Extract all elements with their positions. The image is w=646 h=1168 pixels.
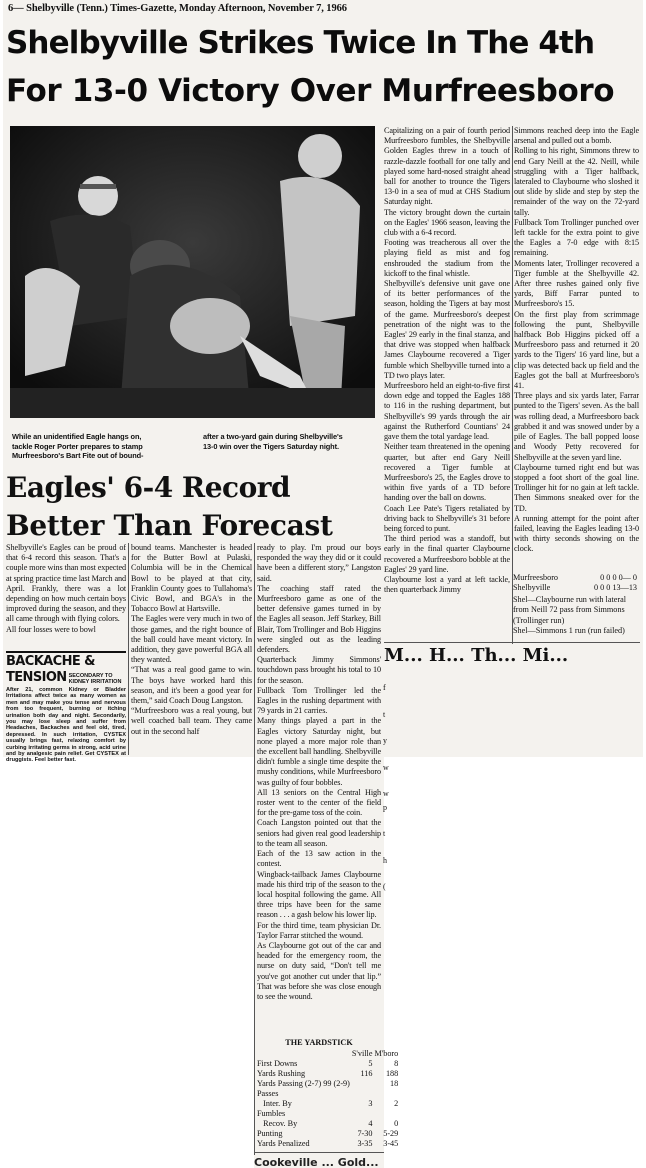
stat-value (350, 1079, 373, 1089)
stat-value: 3-35 (357, 1139, 373, 1148)
main-headline-line-1: Shelbyville Strikes Twice In The 4th (6, 25, 595, 61)
column-header: M'boro (374, 1049, 399, 1058)
yardstick-row (257, 1089, 398, 1099)
score-row-shelbyville (513, 583, 637, 593)
stat-label: Yards Rushing (257, 1069, 306, 1078)
stat-value: 0 (394, 1119, 399, 1128)
stat-label: Passes (257, 1089, 279, 1098)
stat-value (350, 1089, 373, 1099)
ad-title-line-1: BACKACHE & (6, 654, 95, 669)
yardstick-row (257, 1079, 398, 1089)
story2-headline-line-2: Better Than Forecast (6, 509, 333, 542)
stat-value: 5-29 (383, 1129, 399, 1138)
stat-label: Inter. By (257, 1099, 292, 1108)
stat-value: 5 (368, 1059, 373, 1068)
yardstick-box (257, 1036, 399, 1149)
yardstick-row (257, 1139, 398, 1149)
story2-column-1: Shelbyville's Eagles can be proud of that 6-4 record this season. That's a couple more wins than most expected at spring practice time last March and April. Frankly, there was a lot depending on how much certain boys improved during the season, and they all came through with flying colors. All four losses were to bowl (6, 543, 126, 634)
scoring-summary: Shel—Claybourne run with lateral from Neill 72 pass from Simmons (Trollinger run) Shel—Simmons 1 run (run failed) (513, 594, 627, 636)
stat-value: 188 (385, 1069, 399, 1078)
column-rule (254, 543, 255, 1155)
photo-caption-left: While an unidentified Eagle hangs on, tackle Roger Porter prepares to stamp Murfreesboro's Bart Fite out of bound- (12, 432, 144, 461)
ad-tagline: SECONDARY TO KIDNEY IRRITATION (68, 673, 122, 685)
yardstick-row (257, 1099, 398, 1109)
stat-label: Yards Passing (2-7) 99 (2-9) (257, 1079, 350, 1088)
quarter-scores: 0 0 0 0— 0 (600, 573, 637, 582)
stat-value: 116 (360, 1069, 373, 1078)
yardstick-row (257, 1059, 398, 1069)
story2-headline-line-1: Eagles' 6-4 Record (6, 471, 291, 504)
stat-label: Recov. By (257, 1119, 298, 1128)
cropped-column-fragments: f t y w w p t h ( (383, 683, 389, 892)
team-name: Murfreesboro (513, 573, 559, 582)
yardstick-row (257, 1109, 398, 1119)
stat-label: First Downs (257, 1059, 298, 1068)
yardstick-title: THE YARDSTICK (285, 1038, 353, 1047)
stat-value: 2 (394, 1099, 399, 1108)
yardstick-row (257, 1069, 398, 1079)
stat-value (350, 1109, 373, 1119)
stat-label: Yards Penalized (257, 1139, 310, 1148)
section-rule (384, 642, 640, 643)
story2-column-2: bound teams. Manchester is headed for the Butter Bowl at Pulaski, Columbia will be in the Chemical Bowl to be played at that city, Franklin County goes to Tullahoma's Civic Bowl, and BGA's in the Tobacco Bowl at Hartsville. The Eagles were very much in two of those games, and the right bounce of the ball could have meant victory. In addition, they gave powerful BGA all they wanted. “That was a real good game to win. The boys have worked hard this season, and it's been a good year for them,” said Coach Doug Langston. “Murfreesboro was a real young, but well coached ball team. They came out in the second half (131, 543, 252, 736)
section-rule (254, 1152, 384, 1153)
ad-body-text: After 21, common Kidney or Bladder Irritations affect twice as many women as men and may make you tense and nervous from too frequent, burning or itching urination both day and night. Secondarily, you may lose sleep and suffer from Headaches, Backaches and feel old, tired, depressed. In such irritation, CYSTEX usually brings fast, relaxing comfort by curbing irritating germs in strong, acid urine and by analgesic pain relief. Get CYSTEX at druggists. Feel better fast. (6, 687, 126, 764)
cystex-advertisement (6, 651, 126, 764)
football-photo (10, 126, 375, 418)
story2-column-3: ready to play. I'm proud our boys responded the way they did or it could have been a different story,” Langston said. The coaching staff rated the Murfreesboro game as one of the better defensive games turned in by the Eagles all season. Jeff Starkey, Bill Blair, Tom Trollinger and Bob Higgins were singled out as the leading defenders. Quarterback Jimmy Simmons' touchdown pass brought his total to 10 for the season. Fullback Tom Trollinger led the Eagles in the rushing department with 79 yards in 21 carries. Many things played a part in the Eagles victory Saturday night, but none played a more major role than the excellent ball handling. Shelbyville didn't fumble a single time despite the mushy conditions, while Murfreesboro was guilty of four bobbles. All 13 seniors on the Central High roster went to the center of the field for the pre-game toss of the coin. Coach Langston pointed out that the seniors had given real good leadership to the team all season. Each of the 13 saw action in the contest. Wingback-tailback James Claybourne made his third trip of the season to the local hospital following the game. All three trips have been for the same reason . . . a gash below his lower lip. For the third time, team physician Dr. Taylor Farrar stitched the wound. As Claybourne got out of the car and headed for the emergency room, the nurse on duty said, “Don't tell me you've got another cut under that lip.” That was before she was close enough to see the wound. (257, 543, 381, 1001)
ad-title-row (6, 669, 126, 685)
story1-column-1: Capitalizing on a pair of fourth period Murfreesboro fumbles, the Shelbyville Golden Eagles threw in a touch of razzle-dazzle football for one tally and played some hard-nosed straight ahead ball for another to trounce the Tigers 13-0 in a sea of mud at CHS Stadium Saturday night. The victory brought down the curtain on the Eagles' 1966 season, leaving the club with a 6-4 record. Footing was treacherous all over the playing field as mist and fog enshrouded the stadium from the kickoff to the final whistle. Shelbyville's defensive unit gave one of its better performances of the season, holding the Tigers at bay most of the game. Murfreesboro's deepest penetration of the night was to the Eagles' 29 early in the final stanza, and that drive was stopped when halfback James Claybourne recovered a Tiger fumble which Shelbyville turned into a TD two plays later. Murfreesboro held an eight-to-five first down edge and topped the Eagles 188 to 116 in the rushing department, but Shelbyville's 99 yards through the air against the Rutherford Countians' 24 gave them the total yardage lead. Neither team threatened in the opening quarter, but after end Gary Neill recovered a Tiger fumble at Murfreesboro's 25, the Eagles drove to within five yards of a TD before handing over the ball on downs. Coach Lee Pate's Tigers retaliated by driving back to Shelbyville's 31 before being forced to punt. The third period was a standoff, but early in the final quarter Claybourne recovered a Murfreesboro bobble at the Eagles' 29 yard line. Claybourne lost a yard at left tackle, then quarterback Jimmy (384, 126, 510, 595)
page-folio: 6— Shelbyville (Tenn.) Times-Gazette, Monday Afternoon, November 7, 1966 (8, 3, 347, 14)
yardstick-row (257, 1119, 398, 1129)
photo-caption-right: after a two-yard gain during Shelbyville's 13-0 win over the Tigers Saturday night. (203, 432, 343, 451)
team-name: Shelbyville (513, 583, 551, 593)
next-story-headline-partial: M... H... Th... Mi... (384, 645, 569, 666)
column-rule (128, 543, 129, 755)
ad-title-line-2: TENSION (6, 670, 67, 685)
yardstick-row (257, 1129, 398, 1139)
story1-column-2: Simmons reached deep into the Eagle arsenal and pulled out a bomb. Rolling to his right, Simmons threw to end Gary Neill at the 42. Neill, while struggling with a Tiger halfback, lateraled to Claybourne who sloshed it out slide by slide and step by step the remainder of the way on the 72-yard tally. Fullback Tom Trollinger punched over left tackle for the extra point to give the Eagles a 7-0 edge with 8:15 remaining. Moments later, Trollinger recovered a Tiger fumble at the Shelbyville 42. After three rushes gained only five yards, Biff Farrar punted to Murfreesboro's 15. On the first play from scrimmage following the punt, Shelbyville halfback Bob Higgins picked off a Murfreesboro pass and returned it 20 yards to the Tigers' 16 yard line, but a clip was detected back up field and the Eagles got the ball at Murfreesboro's 41. Three plays and six yards later, Farrar punted to the Tigers' seven. As the ball was rolling dead, a Murfreesboro back grabbed it and was snowed under by a pile of Eagles. The ball popped loose and Woody Petty recovered for Shelbyville at the seven yard line. Claybourne turned right end but was stopped a foot short of the goal line. Trollinger hit for no gain at left tackle. Then Simmons sneaked over for the TD. A running attempt for the point after failed, leaving the Eagles leading 13-0 with thirty seconds showing on the clock. (514, 126, 639, 554)
quarter-scores: 0 0 0 13—13 (594, 583, 637, 593)
column-header: S'ville (351, 1049, 373, 1058)
stat-value: 18 (390, 1079, 399, 1088)
stat-value: 3-45 (383, 1139, 399, 1148)
score-row-murfreesboro (513, 573, 637, 583)
bottom-headline-partial: Cookeville ... Gold... (254, 1156, 379, 1168)
column-rule (512, 126, 513, 644)
yardstick-header-row (257, 1049, 398, 1059)
stat-value: 7-30 (357, 1129, 373, 1138)
stat-value: 8 (394, 1059, 399, 1068)
stat-label: Punting (257, 1129, 283, 1138)
line-score (513, 573, 637, 636)
stat-value (372, 1109, 398, 1119)
stat-label: Fumbles (257, 1109, 286, 1118)
stat-value: 3 (368, 1099, 373, 1108)
stat-value: 4 (368, 1119, 373, 1128)
stat-value (372, 1089, 398, 1099)
yardstick-table (257, 1049, 398, 1149)
main-headline-line-2: For 13-0 Victory Over Murfreesboro (6, 73, 615, 109)
